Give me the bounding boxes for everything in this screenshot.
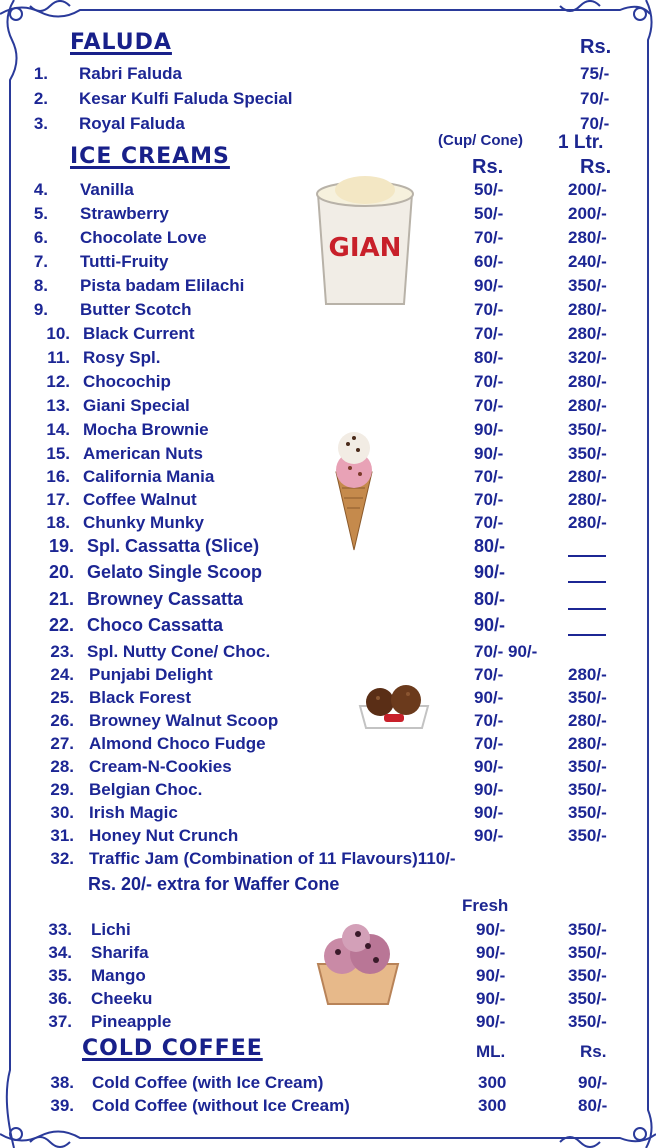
ice-cream-item-row: [0, 324, 656, 346]
item-name: Choco Cassatta: [87, 615, 224, 635]
item-price-large: 280/-: [568, 300, 607, 319]
ice-cream-item-row: [0, 665, 656, 687]
ice-cream-item-row: [0, 348, 656, 370]
item-price-large: 280/-: [568, 372, 607, 391]
item-name: Black Forest: [89, 688, 192, 707]
item-number: 10.: [46, 324, 70, 343]
item-number: 1.: [33, 64, 48, 83]
item-name: Tutti-Fruity: [80, 252, 169, 271]
item-name: Cold Coffee (with Ice Cream): [92, 1073, 324, 1092]
item-number: 5.: [33, 204, 48, 223]
ice-cream-item-row: [0, 642, 656, 664]
item-number: 16.: [46, 467, 70, 486]
ml-label: ML.: [476, 1042, 506, 1061]
item-price-large: 350/-: [568, 1012, 607, 1031]
ice-cream-cup-image: [312, 172, 418, 308]
item-price-small: 90/-: [474, 444, 504, 463]
item-name: Traffic Jam (Combination of 11 Flavours)110/-: [89, 849, 456, 868]
item-number: 22.: [48, 615, 74, 635]
item-name: Gelato Single Scoop: [87, 562, 263, 582]
item-name: Sharifa: [91, 943, 149, 962]
ice-cream-item-row: [0, 803, 656, 825]
item-number: 28.: [50, 757, 74, 776]
item-number: 31.: [50, 826, 74, 845]
item-price-large: 240/-: [568, 252, 607, 271]
item-price-small: 90/-: [474, 688, 504, 707]
waffer-cone-note: Rs. 20/- extra for Waffer Cone: [88, 874, 340, 894]
item-name: Cold Coffee (without Ice Cream): [92, 1096, 350, 1115]
item-number: 11.: [47, 348, 70, 367]
ice-cream-item-row: [0, 562, 656, 584]
item-number: 3.: [33, 114, 48, 133]
cup-brand-text: GIAN: [328, 233, 402, 263]
cold-coffee-heading: COLD COFFEE: [82, 1036, 263, 1061]
item-name: Kesar Kulfi Faluda Special: [79, 89, 293, 108]
faluda-price-header: Rs.: [580, 36, 612, 58]
item-price: 75/-: [580, 64, 610, 83]
item-number: 23.: [50, 642, 74, 661]
item-price-small: 90/-: [474, 780, 504, 799]
item-price-small: 60/-: [474, 252, 504, 271]
item-name: Spl. Nutty Cone/ Choc.: [87, 642, 271, 661]
item-number: 2.: [33, 89, 48, 108]
item-price-large: 350/-: [568, 780, 607, 799]
item-price-small: 90/-: [474, 615, 506, 635]
item-price-large: 350/-: [568, 276, 607, 295]
faluda-heading: FALUDA: [70, 30, 172, 55]
item-price-large: 280/-: [568, 734, 607, 753]
item-price-large: 280/-: [568, 467, 607, 486]
item-number: 29.: [50, 780, 74, 799]
item-number: 32.: [50, 849, 74, 868]
item-price-large: 280/-: [568, 396, 607, 415]
item-price-small: 80/-: [474, 589, 506, 609]
item-number: 36.: [48, 989, 72, 1008]
item-name: Browney Cassatta: [87, 589, 244, 609]
item-price-large: 350/-: [568, 803, 607, 822]
item-number: 17.: [46, 490, 70, 509]
item-number: 30.: [50, 803, 74, 822]
fresh-fruit-ice-cream-bowl-image: [312, 916, 404, 1008]
item-number: 8.: [33, 276, 48, 295]
one-litre-label: 1 Ltr.: [558, 132, 604, 153]
item-price-small: 70/-: [474, 396, 504, 415]
item-number: 24.: [50, 665, 74, 684]
cup-cone-unit: Rs.: [472, 156, 504, 178]
item-name: Strawberry: [80, 204, 169, 223]
item-price-small: 90/-: [474, 420, 504, 439]
faluda-item-row: [0, 64, 656, 86]
cold-coffee-item-row: [0, 1073, 656, 1095]
item-name: Royal Faluda: [79, 114, 185, 133]
cup-cone-label: (Cup/ Cone): [438, 132, 523, 149]
item-number: 15.: [46, 444, 70, 463]
item-price-small: 90/-: [474, 803, 504, 822]
item-price-small: 80/-: [474, 348, 504, 367]
item-price-small: 300: [478, 1073, 507, 1092]
item-number: 18.: [46, 513, 70, 532]
item-number: 7.: [33, 252, 48, 271]
ice-cream-item-row: [0, 420, 656, 442]
ice-cream-item-row: [0, 711, 656, 733]
item-number: 35.: [48, 966, 72, 985]
item-number: 9.: [33, 300, 48, 319]
item-name: Mango: [91, 966, 146, 985]
ice-cream-item-row: [0, 688, 656, 710]
item-name: Almond Choco Fudge: [89, 734, 266, 753]
item-name: Spl. Cassatta (Slice): [87, 536, 260, 556]
item-price-large: 280/-: [568, 711, 607, 730]
item-name: Vanilla: [80, 180, 134, 199]
item-name: American Nuts: [83, 444, 203, 463]
ice-cream-item-row: [0, 826, 656, 848]
ice-cream-cone-image: [330, 428, 378, 552]
ice-cream-item-row: [0, 490, 656, 512]
item-price-small: 70/-: [474, 734, 504, 753]
item-price-large: 350/-: [568, 989, 607, 1008]
item-name: Irish Magic: [89, 803, 178, 822]
ice-cream-item-row: [0, 589, 656, 611]
item-name: Black Current: [83, 324, 195, 343]
item-price-large: 350/-: [568, 943, 607, 962]
item-price-large: 280/-: [568, 324, 607, 343]
item-name: Coffee Walnut: [83, 490, 197, 509]
ice-cream-item-row: [0, 780, 656, 802]
item-price-small: 70/-: [474, 513, 504, 532]
item-price-large: 350/-: [568, 444, 607, 463]
item-price-large: 350/-: [568, 420, 607, 439]
item-name: Browney Walnut Scoop: [89, 711, 279, 730]
item-name: Rosy Spl.: [83, 348, 161, 367]
item-name: Punjabi Delight: [89, 665, 213, 684]
item-number: 20.: [48, 562, 74, 582]
item-price-small: 90/-: [476, 920, 506, 939]
ice-cream-item-row: [0, 757, 656, 779]
item-name: California Mania: [83, 467, 215, 486]
ice-cream-item-row: [0, 396, 656, 418]
ice-cream-item-row: [0, 615, 656, 637]
item-name: Chunky Munky: [83, 513, 204, 532]
item-price-large: 90/-: [578, 1073, 608, 1092]
item-name: Pineapple: [91, 1012, 172, 1031]
item-price: 70/-: [580, 89, 610, 108]
item-name: Lichi: [91, 920, 131, 939]
item-number: 38.: [50, 1073, 74, 1092]
item-number: 4.: [33, 180, 48, 199]
item-price-small: 70/-: [474, 228, 504, 247]
item-price-small: 90/-: [474, 757, 504, 776]
item-price-small: 50/-: [474, 204, 504, 223]
ice-cream-item-row: [0, 513, 656, 535]
item-price-small: 90/-: [476, 989, 506, 1008]
item-name: Honey Nut Crunch: [89, 826, 239, 845]
item-number: 21.: [48, 589, 74, 609]
fresh-label: Fresh: [462, 896, 509, 915]
item-price-large: 280/-: [568, 665, 607, 684]
item-price-small: 300: [478, 1096, 507, 1115]
fresh-item-row: [0, 1012, 656, 1034]
item-name: Rabri Faluda: [79, 64, 182, 83]
item-price-small: 50/-: [474, 180, 504, 199]
item-price-large: 200/-: [568, 180, 607, 199]
item-price-large: 320/-: [568, 348, 607, 367]
cold-coffee-rs-label: Rs.: [580, 1042, 607, 1061]
item-price-small: 70/- 90/-: [474, 642, 538, 661]
faluda-item-row: [0, 89, 656, 111]
item-name: Chocolate Love: [80, 228, 207, 247]
item-name: Giani Special: [83, 396, 190, 415]
item-name: Mocha Brownie: [83, 420, 209, 439]
item-price-large: 200/-: [568, 204, 607, 223]
item-price-large: 80/-: [578, 1096, 608, 1115]
ice-cream-item-row: [0, 467, 656, 489]
item-price-large: 280/-: [568, 513, 607, 532]
item-price-small: 90/-: [474, 826, 504, 845]
item-price-large: 350/-: [568, 920, 607, 939]
ice-cream-item-row: [0, 734, 656, 756]
item-number: 14.: [46, 420, 70, 439]
item-number: 25.: [50, 688, 74, 707]
item-number: 19.: [48, 536, 74, 556]
item-price-small: 70/-: [474, 467, 504, 486]
item-name: Butter Scotch: [80, 300, 192, 319]
item-price-large: 280/-: [568, 228, 607, 247]
item-price-small: 90/-: [474, 276, 504, 295]
item-number: 39.: [50, 1096, 74, 1115]
ice-cream-item-row: [0, 372, 656, 394]
item-price-large: 350/-: [568, 688, 607, 707]
item-name: Cheeku: [91, 989, 153, 1008]
item-number: 13.: [46, 396, 70, 415]
item-price-small: 70/-: [474, 490, 504, 509]
item-number: 26.: [50, 711, 74, 730]
item-price-small: 70/-: [474, 665, 504, 684]
ice-cream-item-row: [0, 536, 656, 558]
item-price-large: 280/-: [568, 490, 607, 509]
item-price-small: 90/-: [476, 966, 506, 985]
one-litre-unit: Rs.: [580, 156, 612, 178]
item-price-large: 350/-: [568, 826, 607, 845]
chocolate-scoop-tub-image: [356, 682, 432, 732]
item-price-small: 70/-: [474, 300, 504, 319]
item-name: Pista badam Elilachi: [80, 276, 245, 295]
item-number: 34.: [48, 943, 72, 962]
item-price-small: 90/-: [476, 1012, 506, 1031]
item-price-small: 90/-: [474, 562, 506, 582]
item-name: Belgian Choc.: [89, 780, 203, 799]
item-price-large: 350/-: [568, 757, 607, 776]
item-name: Chocochip: [83, 372, 171, 391]
ice-cream-item-row: [0, 444, 656, 466]
item-price: 70/-: [580, 114, 610, 133]
item-price-small: 70/-: [474, 711, 504, 730]
item-number: 6.: [33, 228, 48, 247]
item-number: 12.: [46, 372, 70, 391]
item-name: Cream-N-Cookies: [89, 757, 232, 776]
item-number: 37.: [48, 1012, 72, 1031]
item-price-small: 90/-: [476, 943, 506, 962]
item-number: 33.: [48, 920, 72, 939]
item-price-large: 350/-: [568, 966, 607, 985]
ice-cream-item-row: [0, 849, 656, 871]
cold-coffee-item-row: [0, 1096, 656, 1118]
ice-creams-heading: ICE CREAMS: [70, 144, 230, 169]
item-price-small: 70/-: [474, 372, 504, 391]
item-price-small: 70/-: [474, 324, 504, 343]
item-number: 27.: [50, 734, 74, 753]
item-price-small: 80/-: [474, 536, 506, 556]
